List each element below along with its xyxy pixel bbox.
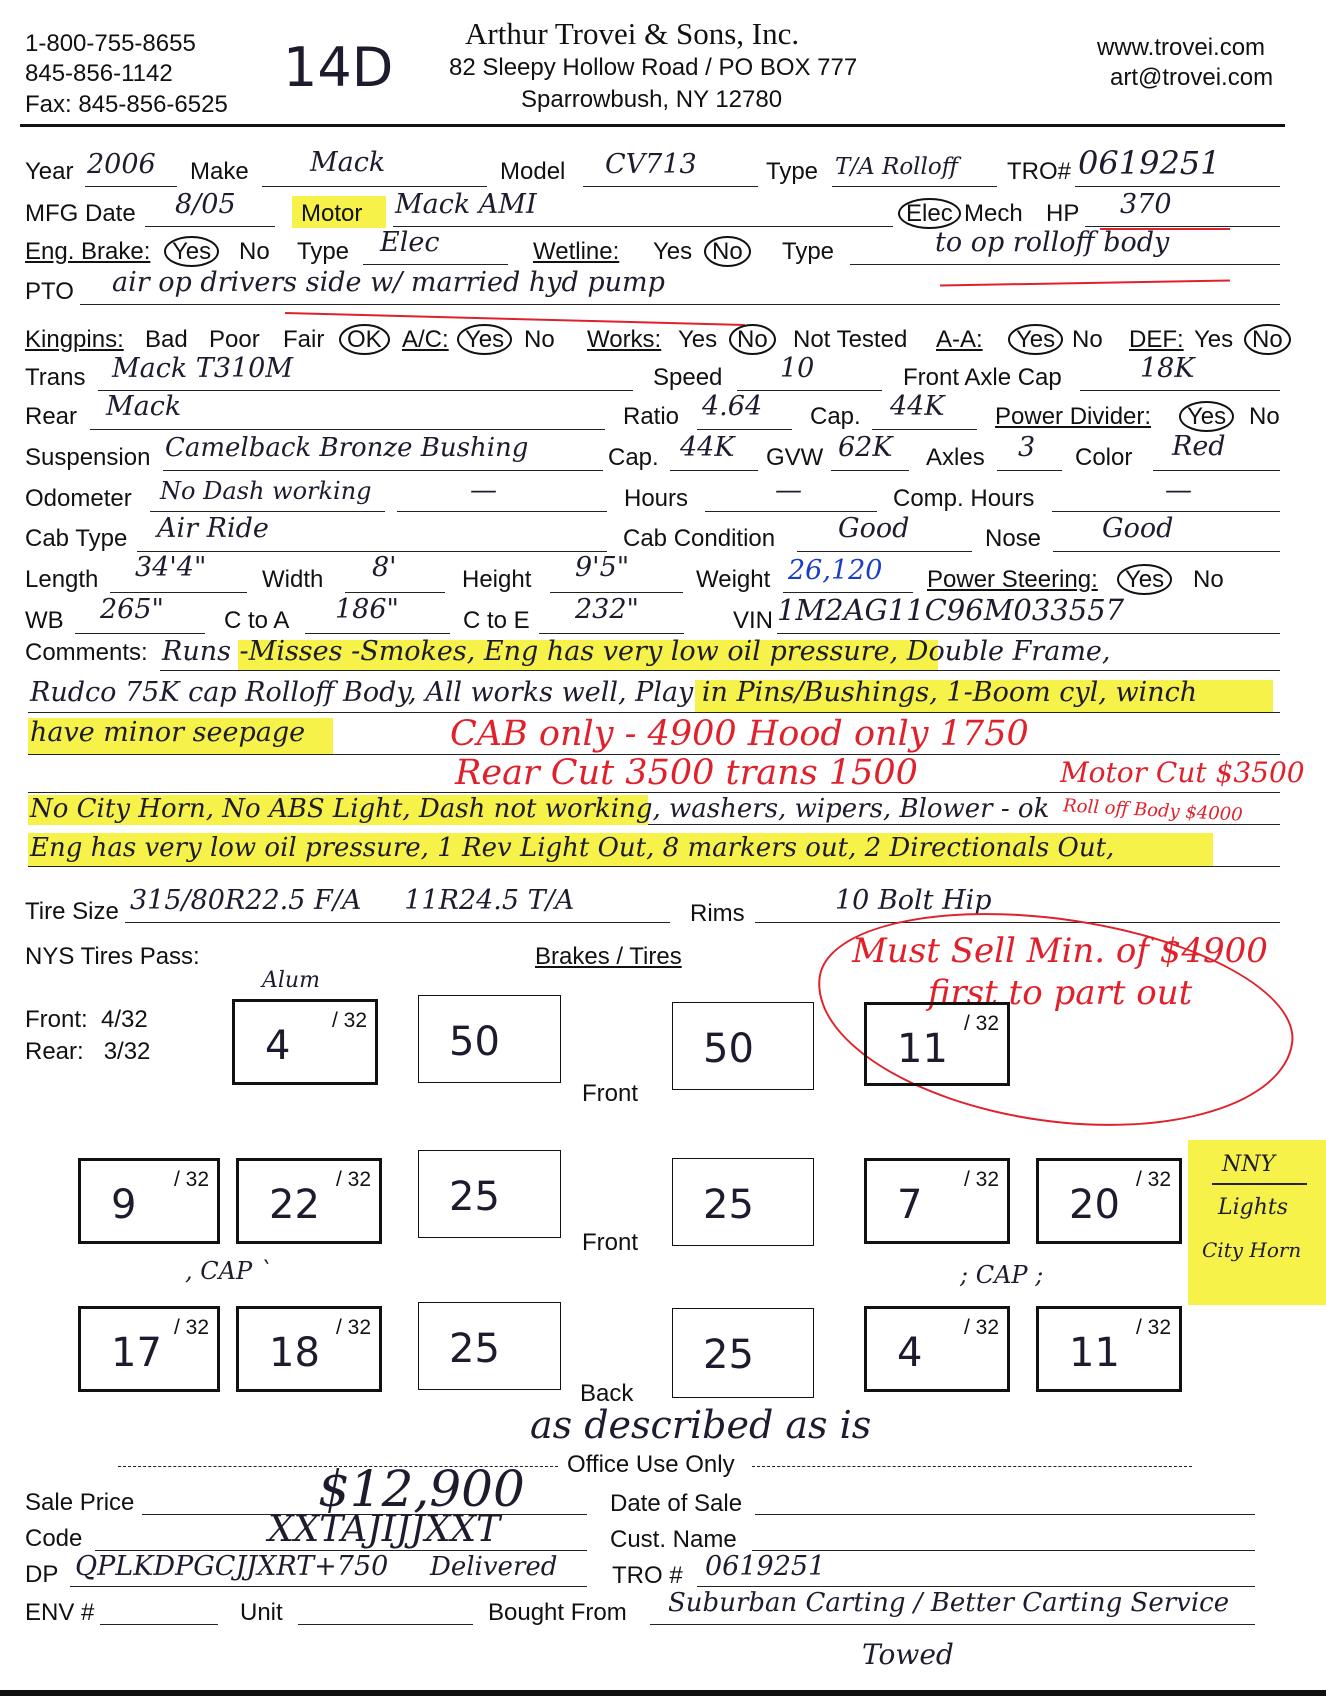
pto-red-strike (285, 312, 745, 326)
motor-value: Mack AMI (395, 189, 537, 220)
width-label: Width (262, 566, 324, 593)
cab-condition-value: Good (838, 513, 910, 544)
rims-value: 10 Bolt Hip (835, 885, 992, 916)
tire-rear-outer-left: 17 / 32 (78, 1306, 220, 1392)
comment-line-6: Eng has very low oil pressure, 1 Rev Light Out, 8 markers out, 2 Directionals Out, (30, 833, 1115, 863)
office-use-only-label: Office Use Only (567, 1451, 735, 1478)
def-label: DEF: (1129, 326, 1184, 353)
comment-line-5: No City Horn, No ABS Light, Dash not working, washers, wipers, Blower - ok (30, 794, 1050, 824)
dp-delivered: Delivered (430, 1552, 558, 1582)
speed-value: 10 (780, 353, 815, 384)
tire-front-left: 4 / 32 (232, 999, 378, 1085)
company-website[interactable]: www.trovei.com (1097, 34, 1266, 61)
bought-from-value: Suburban Carting / Better Carting Service (668, 1588, 1230, 1618)
c-to-e-label: C to E (463, 607, 530, 634)
cap-note-left: , CAP ` (185, 1257, 272, 1285)
back-axle-label: Back (580, 1380, 634, 1407)
must-sell-note: Must Sell Min. of $4900 first to part out (852, 931, 1268, 1013)
red-note-rear-trans: Rear Cut 3500 trans 1500 (455, 753, 918, 793)
ac-label: A/C: (402, 326, 449, 353)
code-label: Code (25, 1525, 83, 1552)
odometer-dash: — (470, 475, 497, 506)
type-value: T/A Rolloff (835, 154, 959, 180)
bought-from-label: Bought From (488, 1599, 627, 1626)
tire-drive-front-outer-right: 20 / 32 (1036, 1158, 1182, 1244)
comment-line-3: have minor seepage (30, 717, 306, 748)
unit-label: Unit (240, 1599, 283, 1626)
wetline-type-value: to op rolloff body (935, 227, 1170, 258)
works-no: No (737, 326, 776, 354)
cab-type-value: Air Ride (157, 513, 269, 544)
kingpins-poor: Poor (209, 326, 260, 353)
code-value: XXTAJIJJXXT (268, 1509, 501, 1550)
weight-value: 26,120 (788, 555, 883, 586)
brake-rear-left: 25 (418, 1302, 561, 1390)
type-label: Type (766, 158, 819, 185)
height-value: 9'5" (575, 552, 630, 583)
not-tested-label: Not Tested (793, 326, 908, 353)
mech-label: Mech (964, 200, 1023, 227)
suspension-cap-value: 44K (680, 432, 735, 463)
comments-label: Comments: (25, 639, 148, 666)
cab-condition-label: Cab Condition (623, 525, 776, 552)
rear-cap-value: 44K (890, 391, 945, 422)
date-of-sale-label: Date of Sale (610, 1490, 743, 1517)
vin-label: VIN (733, 607, 774, 634)
power-steering-no: No (1193, 566, 1224, 593)
as-described-note: as described as is (530, 1403, 872, 1447)
nose-label: Nose (985, 525, 1042, 552)
company-name: Arthur Trovei & Sons, Inc. (465, 16, 800, 51)
aa-label: A-A: (936, 326, 983, 353)
color-value: Red (1172, 431, 1226, 462)
phone-local: 845-856-1142 (25, 60, 173, 87)
eng-brake-yes: Yes (172, 238, 219, 266)
suspension-cap-label: Cap. (608, 444, 659, 471)
front-axle-cap-value: 18K (1140, 353, 1195, 384)
brake-front-right: 50 (672, 1002, 814, 1090)
nys-tires-pass-label: NYS Tires Pass: (25, 943, 200, 970)
brake-rear-right: 25 (672, 1308, 814, 1398)
odometer-value: No Dash working (160, 477, 372, 505)
brakes-tires-label: Brakes / Tires (535, 943, 682, 970)
c-to-a-value: 186" (335, 594, 399, 625)
make-label: Make (190, 158, 249, 185)
aa-yes: Yes (1016, 326, 1063, 354)
wetline-red-underline (940, 279, 1230, 286)
comment-line-1: Runs -Misses -Smokes, Eng has very low oil pressure, Double Frame, (162, 636, 1111, 667)
def-no: No (1252, 326, 1291, 354)
pto-label: PTO (25, 278, 74, 305)
nose-value: Good (1102, 513, 1174, 544)
wetline-yes: Yes (653, 238, 693, 265)
towed-note: Towed (862, 1638, 954, 1671)
trans-value: Mack T310M (112, 353, 293, 384)
red-note-motor: Motor Cut $3500 (1060, 756, 1305, 789)
phone-tollfree: 1-800-755-8655 (25, 30, 196, 57)
brake-front-left: 50 (418, 995, 561, 1083)
axles-value: 3 (1018, 432, 1036, 463)
tire-front-right: 11 / 32 (864, 1002, 1010, 1086)
trans-label: Trans (25, 364, 86, 391)
ratio-label: Ratio (623, 403, 680, 430)
works-yes: Yes (678, 326, 718, 353)
power-steering-label: Power Steering: (927, 566, 1098, 593)
tro-office-label: TRO # (612, 1562, 683, 1589)
sale-price-value: $12,900 (318, 1460, 525, 1518)
c-to-a-label: C to A (224, 607, 290, 634)
brake-drive-front-right: 25 (672, 1158, 814, 1246)
motor-label: Motor (301, 200, 363, 227)
tire-drive-front-inner-left: 22 / 32 (236, 1158, 382, 1244)
wb-label: WB (25, 607, 64, 634)
kingpins-label: Kingpins: (25, 326, 124, 353)
eng-brake-label: Eng. Brake: (25, 238, 151, 265)
eng-brake-type-value: Elec (380, 227, 440, 258)
company-email[interactable]: art@trovei.com (1110, 64, 1274, 91)
speed-label: Speed (653, 364, 723, 391)
front-axle-label-1: Front (582, 1080, 639, 1107)
alum-note: Alum (262, 968, 320, 993)
power-divider-label: Power Divider: (995, 403, 1152, 430)
cust-name-label: Cust. Name (610, 1526, 737, 1553)
wetline-label: Wetline: (533, 238, 620, 265)
hours-value: — (775, 475, 802, 506)
mfg-date-label: MFG Date (25, 200, 136, 227)
brake-drive-front-left: 25 (418, 1150, 561, 1238)
color-label: Color (1075, 444, 1133, 471)
tire-rear-outer-right: 11 / 32 (1036, 1306, 1182, 1392)
works-label: Works: (587, 326, 662, 353)
front-spec: Front: 4/32 (25, 1006, 148, 1033)
c-to-e-value: 232" (575, 594, 639, 625)
env-label: ENV # (25, 1599, 95, 1626)
tire-rear-inner-right: 4 / 32 (864, 1306, 1010, 1392)
kingpins-fair: Fair (283, 326, 325, 353)
hp-value: 370 (1120, 189, 1172, 220)
def-yes: Yes (1194, 326, 1234, 353)
make-value: Mack (310, 147, 386, 178)
vin-value: 1M2AG11C96M033557 (777, 593, 1125, 627)
power-steering-yes: Yes (1125, 566, 1172, 594)
dp-value: QPLKDPGCJJXRT+750 (75, 1551, 389, 1582)
header-divider (20, 124, 1285, 127)
model-value: CV713 (605, 149, 697, 180)
eng-brake-type-label: Type (297, 238, 350, 265)
front-axle-label-2: Front (582, 1229, 639, 1256)
tire-drive-front-outer-left: 9 / 32 (78, 1158, 220, 1244)
comment-line-2: Rudco 75K cap Rolloff Body, All works well, Play in Pins/Bushings, 1-Boom cyl, winch (30, 677, 1198, 708)
cap-note-right: ; CAP ; (960, 1261, 1044, 1289)
rear-value: Mack (106, 391, 182, 422)
sale-price-label: Sale Price (25, 1489, 135, 1516)
aa-no: No (1072, 326, 1103, 353)
sticky-note-line-2: Lights (1218, 1195, 1289, 1220)
elec-option: Elec (906, 200, 961, 228)
wetline-type-label: Type (782, 238, 835, 265)
rear-spec: Rear: 3/32 (25, 1038, 151, 1065)
year-label: Year (25, 158, 74, 185)
hours-label: Hours (624, 485, 689, 512)
power-divider-no: No (1249, 403, 1280, 430)
kingpins-bad: Bad (145, 326, 188, 353)
gvw-label: GVW (766, 444, 824, 471)
length-label: Length (25, 566, 99, 593)
page-bottom-edge (0, 1690, 1326, 1696)
length-value: 34'4" (135, 552, 207, 583)
axles-label: Axles (926, 444, 985, 471)
office-divider-right (752, 1466, 1192, 1467)
tro-office-value: 0619251 (705, 1551, 826, 1582)
weight-label: Weight (696, 566, 771, 593)
tire-drive-front-inner-right: 7 / 32 (864, 1158, 1010, 1244)
ac-yes: Yes (465, 326, 512, 354)
ac-no: No (524, 326, 555, 353)
pto-value: air op drivers side w/ married hyd pump (112, 267, 665, 298)
red-note-rolloff-body: Roll off Body $4000 (1062, 795, 1244, 826)
gvw-value: 62K (838, 432, 893, 463)
sticky-note-line-3: City Horn (1202, 1238, 1302, 1262)
width-value: 8' (372, 552, 397, 583)
tro-value: 0619251 (1078, 144, 1221, 182)
front-axle-cap-label: Front Axle Cap (903, 364, 1062, 391)
handwritten-id: 14D (283, 36, 394, 99)
kingpins-ok: OK (347, 326, 390, 354)
model-label: Model (500, 158, 566, 185)
odometer-label: Odometer (25, 485, 132, 512)
wb-value: 265" (100, 594, 164, 625)
tro-label: TRO# (1007, 158, 1072, 185)
hp-label: HP (1046, 200, 1080, 227)
rear-label: Rear (25, 403, 78, 430)
comp-hours-label: Comp. Hours (893, 485, 1035, 512)
rims-label: Rims (690, 900, 745, 927)
dp-label: DP (25, 1561, 59, 1588)
rear-cap-label: Cap. (810, 403, 861, 430)
company-address-2: Sparrowbush, NY 12780 (521, 86, 783, 113)
wetline-no: No (712, 238, 751, 266)
year-value: 2006 (87, 149, 156, 180)
tire-size-label: Tire Size (25, 898, 119, 925)
mfg-date-value: 8/05 (175, 189, 236, 220)
cab-type-label: Cab Type (25, 525, 128, 552)
sticky-note-line-1: NNY (1222, 1152, 1276, 1177)
fax-number: Fax: 845-856-6525 (25, 91, 228, 118)
suspension-label: Suspension (25, 444, 151, 471)
ratio-value: 4.64 (702, 391, 763, 422)
power-divider-yes: Yes (1187, 403, 1234, 431)
eng-brake-no: No (239, 238, 270, 265)
height-label: Height (462, 566, 532, 593)
tire-rear-inner-left: 18 / 32 (236, 1306, 382, 1392)
suspension-value: Camelback Bronze Bushing (165, 433, 529, 463)
company-address-1: 82 Sleepy Hollow Road / PO BOX 777 (449, 54, 858, 81)
tire-size-value: 315/80R22.5 F/A 11R24.5 T/A (130, 885, 575, 916)
red-note-cab-hood: CAB only - 4900 Hood only 1750 (450, 714, 1029, 754)
comp-hours-value: — (1165, 475, 1192, 506)
